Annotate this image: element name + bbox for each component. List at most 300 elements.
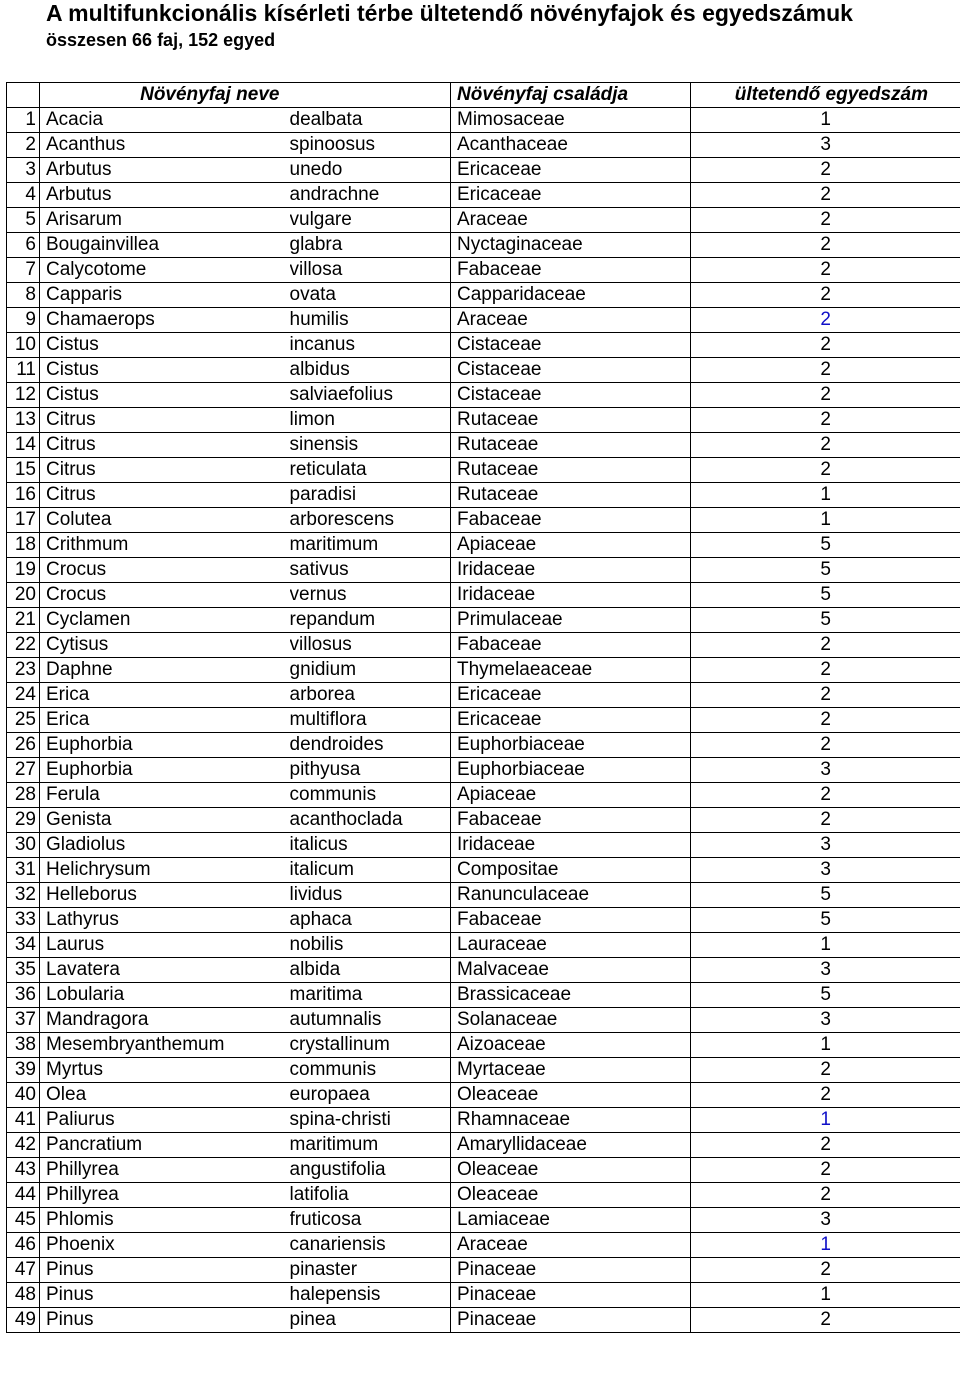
table-row bbox=[7, 1033, 960, 1058]
species-cell: spina-christi bbox=[290, 1108, 451, 1133]
row-index: 8 bbox=[7, 283, 40, 308]
species-cell: incanus bbox=[290, 333, 451, 358]
genus-cell: Euphorbia bbox=[40, 733, 290, 758]
table-row bbox=[7, 608, 960, 633]
family-cell: Capparidaceae bbox=[451, 283, 691, 308]
species-cell: glabra bbox=[290, 233, 451, 258]
count-cell: 2 bbox=[691, 1083, 960, 1108]
genus-cell: Daphne bbox=[40, 658, 290, 683]
genus-cell: Lavatera bbox=[40, 958, 290, 983]
count-cell: 3 bbox=[691, 758, 960, 783]
species-cell: villosa bbox=[290, 258, 451, 283]
genus-cell: Chamaerops bbox=[40, 308, 290, 333]
count-cell: 1 bbox=[691, 1033, 960, 1058]
family-cell: Ericaceae bbox=[451, 683, 691, 708]
row-index: 1 bbox=[7, 108, 40, 133]
count-cell: 2 bbox=[691, 1058, 960, 1083]
genus-cell: Erica bbox=[40, 683, 290, 708]
species-cell: acanthoclada bbox=[290, 808, 451, 833]
family-cell: Pinaceae bbox=[451, 1258, 691, 1283]
genus-cell: Phillyrea bbox=[40, 1183, 290, 1208]
row-index: 49 bbox=[7, 1308, 40, 1333]
row-index: 35 bbox=[7, 958, 40, 983]
count-cell: 2 bbox=[691, 1183, 960, 1208]
genus-cell: Lobularia bbox=[40, 983, 290, 1008]
species-cell: angustifolia bbox=[290, 1158, 451, 1183]
table-row bbox=[7, 708, 960, 733]
row-index: 48 bbox=[7, 1283, 40, 1308]
row-index: 22 bbox=[7, 633, 40, 658]
family-cell: Fabaceae bbox=[451, 633, 691, 658]
genus-cell: Mesembryanthemum bbox=[40, 1033, 290, 1058]
row-index: 42 bbox=[7, 1133, 40, 1158]
genus-cell: Genista bbox=[40, 808, 290, 833]
genus-cell: Arbutus bbox=[40, 183, 290, 208]
species-cell: maritimum bbox=[290, 1133, 451, 1158]
species-cell: unedo bbox=[290, 158, 451, 183]
row-index: 40 bbox=[7, 1083, 40, 1108]
genus-cell: Bougainvillea bbox=[40, 233, 290, 258]
count-cell: 2 bbox=[691, 1158, 960, 1183]
table-row bbox=[7, 508, 960, 533]
row-index: 24 bbox=[7, 683, 40, 708]
species-cell: paradisi bbox=[290, 483, 451, 508]
genus-cell: Citrus bbox=[40, 408, 290, 433]
genus-cell: Cistus bbox=[40, 333, 290, 358]
genus-cell: Pinus bbox=[40, 1258, 290, 1283]
family-cell: Fabaceae bbox=[451, 508, 691, 533]
species-cell: halepensis bbox=[290, 1283, 451, 1308]
family-cell: Oleaceae bbox=[451, 1083, 691, 1108]
family-cell: Lamiaceae bbox=[451, 1208, 691, 1233]
page-title: A multifunkcionális kísérleti térbe ültetendő növényfajok és egyedszámuk bbox=[46, 0, 853, 26]
genus-cell: Pinus bbox=[40, 1283, 290, 1308]
count-cell: 2 bbox=[691, 408, 960, 433]
table-row bbox=[7, 858, 960, 883]
species-cell: reticulata bbox=[290, 458, 451, 483]
species-cell: italicum bbox=[290, 858, 451, 883]
table-row bbox=[7, 908, 960, 933]
row-index: 29 bbox=[7, 808, 40, 833]
row-index: 19 bbox=[7, 558, 40, 583]
species-cell: vulgare bbox=[290, 208, 451, 233]
species-cell: pinea bbox=[290, 1308, 451, 1333]
table-row bbox=[7, 1233, 960, 1258]
table-row bbox=[7, 733, 960, 758]
family-cell: Araceae bbox=[451, 308, 691, 333]
row-index: 12 bbox=[7, 383, 40, 408]
count-cell: 2 bbox=[691, 633, 960, 658]
species-cell: canariensis bbox=[290, 1233, 451, 1258]
family-cell: Euphorbiaceae bbox=[451, 758, 691, 783]
table-row bbox=[7, 558, 960, 583]
table-row bbox=[7, 233, 960, 258]
row-index: 39 bbox=[7, 1058, 40, 1083]
family-cell: Rutaceae bbox=[451, 433, 691, 458]
row-index: 30 bbox=[7, 833, 40, 858]
table-row bbox=[7, 1158, 960, 1183]
species-cell: pinaster bbox=[290, 1258, 451, 1283]
count-cell: 2 bbox=[691, 1258, 960, 1283]
species-cell: crystallinum bbox=[290, 1033, 451, 1058]
table-row bbox=[7, 758, 960, 783]
genus-cell: Crocus bbox=[40, 583, 290, 608]
family-cell: Ericaceae bbox=[451, 708, 691, 733]
table-row bbox=[7, 433, 960, 458]
row-index: 27 bbox=[7, 758, 40, 783]
count-cell: 5 bbox=[691, 608, 960, 633]
count-cell: 2 bbox=[691, 708, 960, 733]
family-cell: Primulaceae bbox=[451, 608, 691, 633]
table-row bbox=[7, 1283, 960, 1308]
count-cell: 1 bbox=[691, 108, 960, 133]
row-index: 3 bbox=[7, 158, 40, 183]
row-index: 47 bbox=[7, 1258, 40, 1283]
family-cell: Aizoaceae bbox=[451, 1033, 691, 1058]
genus-cell: Citrus bbox=[40, 483, 290, 508]
count-cell: 2 bbox=[691, 358, 960, 383]
genus-cell: Laurus bbox=[40, 933, 290, 958]
table-row bbox=[7, 1258, 960, 1283]
table-row bbox=[7, 933, 960, 958]
count-cell: 1 bbox=[691, 1283, 960, 1308]
count-cell: 2 bbox=[691, 433, 960, 458]
row-index: 28 bbox=[7, 783, 40, 808]
family-cell: Iridaceae bbox=[451, 558, 691, 583]
table-row bbox=[7, 458, 960, 483]
table-row bbox=[7, 1183, 960, 1208]
genus-cell: Citrus bbox=[40, 433, 290, 458]
family-cell: Amaryllidaceae bbox=[451, 1133, 691, 1158]
family-cell: Araceae bbox=[451, 208, 691, 233]
species-cell: italicus bbox=[290, 833, 451, 858]
genus-cell: Phoenix bbox=[40, 1233, 290, 1258]
genus-cell: Mandragora bbox=[40, 1008, 290, 1033]
genus-cell: Arisarum bbox=[40, 208, 290, 233]
genus-cell: Calycotome bbox=[40, 258, 290, 283]
species-cell: communis bbox=[290, 1058, 451, 1083]
species-cell: pithyusa bbox=[290, 758, 451, 783]
header-count: ültetendő egyedszám bbox=[691, 83, 960, 108]
count-cell: 2 bbox=[691, 208, 960, 233]
table-row bbox=[7, 958, 960, 983]
species-cell: humilis bbox=[290, 308, 451, 333]
table-row bbox=[7, 658, 960, 683]
species-cell: albidus bbox=[290, 358, 451, 383]
species-table bbox=[6, 82, 960, 1333]
genus-cell: Myrtus bbox=[40, 1058, 290, 1083]
table-row bbox=[7, 208, 960, 233]
family-cell: Pinaceae bbox=[451, 1283, 691, 1308]
count-cell: 2 bbox=[691, 258, 960, 283]
family-cell: Rutaceae bbox=[451, 483, 691, 508]
species-cell: multiflora bbox=[290, 708, 451, 733]
species-cell: latifolia bbox=[290, 1183, 451, 1208]
genus-cell: Acacia bbox=[40, 108, 290, 133]
family-cell: Lauraceae bbox=[451, 933, 691, 958]
count-cell: 5 bbox=[691, 558, 960, 583]
count-cell: 2 bbox=[691, 183, 960, 208]
table-row bbox=[7, 383, 960, 408]
row-index: 23 bbox=[7, 658, 40, 683]
genus-cell: Crithmum bbox=[40, 533, 290, 558]
count-cell: 2 bbox=[691, 333, 960, 358]
genus-cell: Arbutus bbox=[40, 158, 290, 183]
count-cell: 1 bbox=[691, 1233, 960, 1258]
family-cell: Thymelaeaceae bbox=[451, 658, 691, 683]
species-cell: arborescens bbox=[290, 508, 451, 533]
table-row bbox=[7, 258, 960, 283]
table-row bbox=[7, 533, 960, 558]
row-index: 16 bbox=[7, 483, 40, 508]
table-row bbox=[7, 583, 960, 608]
count-cell: 1 bbox=[691, 483, 960, 508]
species-cell: europaea bbox=[290, 1083, 451, 1108]
family-cell: Ericaceae bbox=[451, 158, 691, 183]
species-cell: fruticosa bbox=[290, 1208, 451, 1233]
row-index: 33 bbox=[7, 908, 40, 933]
row-index: 37 bbox=[7, 1008, 40, 1033]
row-index: 44 bbox=[7, 1183, 40, 1208]
count-cell: 1 bbox=[691, 933, 960, 958]
row-index: 17 bbox=[7, 508, 40, 533]
table-row bbox=[7, 283, 960, 308]
family-cell: Cistaceae bbox=[451, 358, 691, 383]
genus-cell: Gladiolus bbox=[40, 833, 290, 858]
family-cell: Araceae bbox=[451, 1233, 691, 1258]
species-cell: lividus bbox=[290, 883, 451, 908]
genus-cell: Helichrysum bbox=[40, 858, 290, 883]
genus-cell: Acanthus bbox=[40, 133, 290, 158]
table-row bbox=[7, 1058, 960, 1083]
table-row bbox=[7, 158, 960, 183]
species-cell: andrachne bbox=[290, 183, 451, 208]
genus-cell: Phillyrea bbox=[40, 1158, 290, 1183]
family-cell: Apiaceae bbox=[451, 533, 691, 558]
family-cell: Solanaceae bbox=[451, 1008, 691, 1033]
table-row bbox=[7, 483, 960, 508]
count-cell: 2 bbox=[691, 1133, 960, 1158]
species-cell: gnidium bbox=[290, 658, 451, 683]
family-cell: Ericaceae bbox=[451, 183, 691, 208]
header-name-spacer bbox=[290, 83, 451, 108]
family-cell: Iridaceae bbox=[451, 833, 691, 858]
count-cell: 2 bbox=[691, 1308, 960, 1333]
genus-cell: Colutea bbox=[40, 508, 290, 533]
genus-cell: Olea bbox=[40, 1083, 290, 1108]
family-cell: Fabaceae bbox=[451, 908, 691, 933]
table-row bbox=[7, 408, 960, 433]
count-cell: 3 bbox=[691, 1008, 960, 1033]
count-cell: 3 bbox=[691, 958, 960, 983]
header-family: Növényfaj családja bbox=[451, 83, 691, 108]
family-cell: Oleaceae bbox=[451, 1183, 691, 1208]
family-cell: Nyctaginaceae bbox=[451, 233, 691, 258]
species-cell: arborea bbox=[290, 683, 451, 708]
count-cell: 2 bbox=[691, 783, 960, 808]
family-cell: Ranunculaceae bbox=[451, 883, 691, 908]
genus-cell: Helleborus bbox=[40, 883, 290, 908]
genus-cell: Cistus bbox=[40, 383, 290, 408]
table-row bbox=[7, 883, 960, 908]
table-row bbox=[7, 633, 960, 658]
count-cell: 2 bbox=[691, 158, 960, 183]
species-cell: sinensis bbox=[290, 433, 451, 458]
family-cell: Oleaceae bbox=[451, 1158, 691, 1183]
species-cell: vernus bbox=[290, 583, 451, 608]
count-cell: 2 bbox=[691, 658, 960, 683]
table-row bbox=[7, 1208, 960, 1233]
genus-cell: Phlomis bbox=[40, 1208, 290, 1233]
table-row bbox=[7, 1308, 960, 1333]
row-index: 18 bbox=[7, 533, 40, 558]
row-index: 38 bbox=[7, 1033, 40, 1058]
genus-cell: Pancratium bbox=[40, 1133, 290, 1158]
row-index: 41 bbox=[7, 1108, 40, 1133]
count-cell: 2 bbox=[691, 308, 960, 333]
row-index: 34 bbox=[7, 933, 40, 958]
species-cell: villosus bbox=[290, 633, 451, 658]
species-cell: spinoosus bbox=[290, 133, 451, 158]
family-cell: Fabaceae bbox=[451, 808, 691, 833]
family-cell: Malvaceae bbox=[451, 958, 691, 983]
species-cell: repandum bbox=[290, 608, 451, 633]
row-index: 20 bbox=[7, 583, 40, 608]
table-row bbox=[7, 333, 960, 358]
count-cell: 3 bbox=[691, 1208, 960, 1233]
table-row bbox=[7, 808, 960, 833]
count-cell: 2 bbox=[691, 683, 960, 708]
count-cell: 5 bbox=[691, 533, 960, 558]
family-cell: Rhamnaceae bbox=[451, 1108, 691, 1133]
species-cell: dealbata bbox=[290, 108, 451, 133]
species-cell: nobilis bbox=[290, 933, 451, 958]
table-row bbox=[7, 683, 960, 708]
count-cell: 3 bbox=[691, 133, 960, 158]
table-row bbox=[7, 133, 960, 158]
count-cell: 3 bbox=[691, 858, 960, 883]
count-cell: 5 bbox=[691, 983, 960, 1008]
row-index: 14 bbox=[7, 433, 40, 458]
genus-cell: Capparis bbox=[40, 283, 290, 308]
species-cell: aphaca bbox=[290, 908, 451, 933]
family-cell: Compositae bbox=[451, 858, 691, 883]
count-cell: 2 bbox=[691, 283, 960, 308]
count-cell: 1 bbox=[691, 508, 960, 533]
species-cell: communis bbox=[290, 783, 451, 808]
table-header-row bbox=[7, 83, 960, 108]
species-cell: autumnalis bbox=[290, 1008, 451, 1033]
genus-cell: Cytisus bbox=[40, 633, 290, 658]
family-cell: Pinaceae bbox=[451, 1308, 691, 1333]
count-cell: 2 bbox=[691, 733, 960, 758]
page-subtitle: összesen 66 faj, 152 egyed bbox=[46, 30, 276, 50]
row-index: 31 bbox=[7, 858, 40, 883]
family-cell: Fabaceae bbox=[451, 258, 691, 283]
row-index: 5 bbox=[7, 208, 40, 233]
table-row bbox=[7, 1108, 960, 1133]
species-cell: maritimum bbox=[290, 533, 451, 558]
genus-cell: Cistus bbox=[40, 358, 290, 383]
row-index: 6 bbox=[7, 233, 40, 258]
family-cell: Brassicaceae bbox=[451, 983, 691, 1008]
count-cell: 2 bbox=[691, 458, 960, 483]
count-cell: 5 bbox=[691, 583, 960, 608]
table-row bbox=[7, 833, 960, 858]
count-cell: 2 bbox=[691, 808, 960, 833]
count-cell: 5 bbox=[691, 908, 960, 933]
family-cell: Acanthaceae bbox=[451, 133, 691, 158]
family-cell: Euphorbiaceae bbox=[451, 733, 691, 758]
row-index: 21 bbox=[7, 608, 40, 633]
table-row bbox=[7, 1083, 960, 1108]
row-index: 10 bbox=[7, 333, 40, 358]
row-index: 45 bbox=[7, 1208, 40, 1233]
species-cell: maritima bbox=[290, 983, 451, 1008]
species-cell: limon bbox=[290, 408, 451, 433]
family-cell: Rutaceae bbox=[451, 408, 691, 433]
row-index: 2 bbox=[7, 133, 40, 158]
family-cell: Myrtaceae bbox=[451, 1058, 691, 1083]
row-index: 32 bbox=[7, 883, 40, 908]
family-cell: Rutaceae bbox=[451, 458, 691, 483]
species-cell: dendroides bbox=[290, 733, 451, 758]
genus-cell: Pinus bbox=[40, 1308, 290, 1333]
header-name: Növényfaj neve bbox=[40, 83, 290, 108]
species-cell: sativus bbox=[290, 558, 451, 583]
genus-cell: Erica bbox=[40, 708, 290, 733]
row-index: 15 bbox=[7, 458, 40, 483]
genus-cell: Euphorbia bbox=[40, 758, 290, 783]
row-index: 9 bbox=[7, 308, 40, 333]
row-index: 26 bbox=[7, 733, 40, 758]
table-row bbox=[7, 1133, 960, 1158]
row-index: 25 bbox=[7, 708, 40, 733]
family-cell: Cistaceae bbox=[451, 383, 691, 408]
count-cell: 5 bbox=[691, 883, 960, 908]
family-cell: Cistaceae bbox=[451, 333, 691, 358]
species-cell: salviaefolius bbox=[290, 383, 451, 408]
genus-cell: Crocus bbox=[40, 558, 290, 583]
table-row bbox=[7, 783, 960, 808]
genus-cell: Cyclamen bbox=[40, 608, 290, 633]
table-row bbox=[7, 108, 960, 133]
species-cell: albida bbox=[290, 958, 451, 983]
row-index: 13 bbox=[7, 408, 40, 433]
count-cell: 2 bbox=[691, 383, 960, 408]
count-cell: 2 bbox=[691, 233, 960, 258]
header-index bbox=[7, 83, 40, 108]
genus-cell: Paliurus bbox=[40, 1108, 290, 1133]
genus-cell: Citrus bbox=[40, 458, 290, 483]
row-index: 4 bbox=[7, 183, 40, 208]
row-index: 43 bbox=[7, 1158, 40, 1183]
family-cell: Iridaceae bbox=[451, 583, 691, 608]
species-cell: ovata bbox=[290, 283, 451, 308]
table-row bbox=[7, 983, 960, 1008]
row-index: 11 bbox=[7, 358, 40, 383]
genus-cell: Lathyrus bbox=[40, 908, 290, 933]
family-cell: Mimosaceae bbox=[451, 108, 691, 133]
row-index: 7 bbox=[7, 258, 40, 283]
row-index: 46 bbox=[7, 1233, 40, 1258]
table-row bbox=[7, 1008, 960, 1033]
family-cell: Apiaceae bbox=[451, 783, 691, 808]
table-row bbox=[7, 308, 960, 333]
row-index: 36 bbox=[7, 983, 40, 1008]
table-row bbox=[7, 183, 960, 208]
count-cell: 3 bbox=[691, 833, 960, 858]
